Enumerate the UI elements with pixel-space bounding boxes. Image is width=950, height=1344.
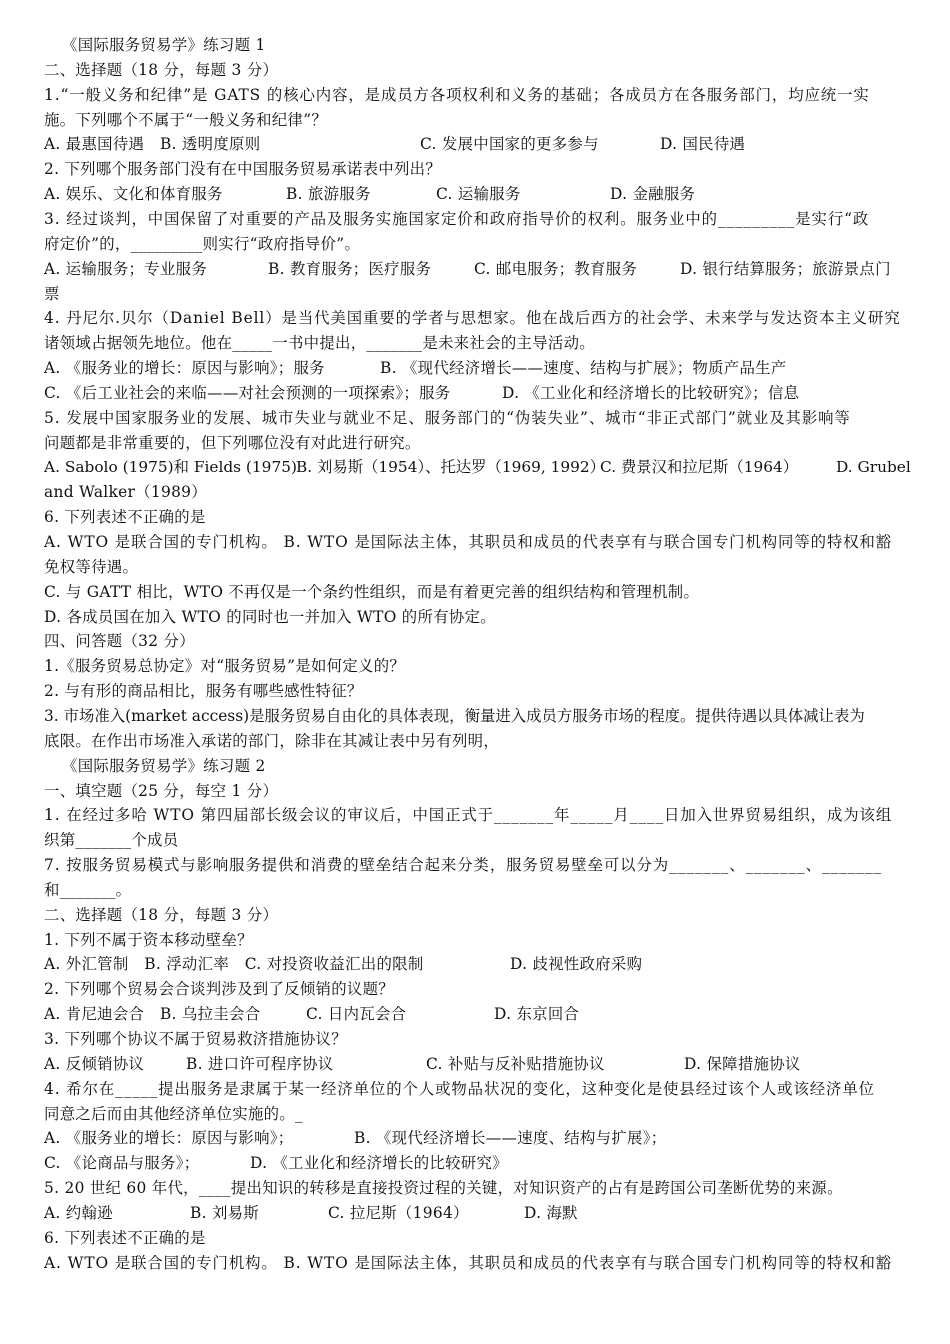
option-text: B. 刘易斯 bbox=[190, 1204, 260, 1222]
option-text: D. 歧视性政府采购 bbox=[510, 955, 643, 973]
option-text: D. 银行结算服务；旅游景点门 bbox=[680, 260, 891, 278]
doc-line bbox=[44, 456, 911, 478]
option-text: D. 东京回合 bbox=[494, 1005, 580, 1023]
option-text: C. 补贴与反补贴措施协议 bbox=[426, 1055, 605, 1073]
option-text: B. 教育服务；医疗服务 bbox=[268, 260, 432, 278]
doc-line: 2. 下列哪个贸易会合谈判涉及到了反倾销的议题？ bbox=[44, 980, 394, 998]
option-text: B. 《现代经济增长——速度、结构与扩展》； bbox=[354, 1129, 667, 1147]
doc-line bbox=[44, 1202, 908, 1224]
doc-line: 4. 希尔在_____提出服务是隶属于某一经济单位的个人或物品状况的变化，这种变化是使县经过该个人或该经济单位 bbox=[44, 1080, 875, 1098]
doc-line: D. 各成员国在加入 WTO 的同时也一并加入 WTO 的所有协定。 bbox=[44, 608, 496, 626]
option-text: C. 费景汉和拉尼斯（1964） bbox=[600, 458, 799, 476]
option-text: C. 《后工业社会的来临——对社会预测的一项探索》；服务 bbox=[44, 384, 451, 402]
doc-line: 免权等待遇。 bbox=[44, 558, 139, 576]
doc-line: 四、问答题（32 分） bbox=[44, 632, 195, 650]
option-text: A. 运输服务；专业服务 bbox=[44, 260, 208, 278]
doc-line bbox=[44, 1003, 908, 1025]
option-text: D. 《工业化和经济增长的比较研究》；信息 bbox=[502, 384, 800, 402]
doc-line: 和_______。 bbox=[44, 881, 132, 899]
option-text: B. 进口许可程序协议 bbox=[186, 1055, 334, 1073]
option-text: A. 《服务业的增长：原因与影响》；服务 bbox=[44, 359, 325, 377]
option-text: D. 保障措施协议 bbox=[684, 1055, 801, 1073]
option-text: A. 外汇管制 B. 浮动汇率 C. 对投资收益汇出的限制 bbox=[44, 955, 424, 973]
doc-line: A. WTO 是联合国的专门机构。 B. WTO 是国际法主体，其职员和成员的代表享有与联合国专门机构同等的特权和豁 bbox=[44, 1254, 893, 1272]
option-text: C. 邮电服务；教育服务 bbox=[474, 260, 638, 278]
option-text: B. 刘易斯（1954）、托达罗（1969, 1992） bbox=[296, 458, 606, 476]
doc-line bbox=[44, 357, 908, 379]
option-text: A. Sabolo (1975)和 Fields (1975) bbox=[44, 458, 297, 476]
doc-line: 同意之后而由其他经济单位实施的。_ bbox=[44, 1105, 304, 1123]
doc-line: 5. 20 世纪 60 年代，____提出知识的转移是直接投资过程的关键，对知识资产的占有是跨国公司垄断优势的来源。 bbox=[44, 1179, 843, 1197]
doc-line: 5. 发展中国家服务业的发展、城市失业与就业不足、服务部门的“伪装失业”、城市“非正式部门”就业及其影响等 bbox=[44, 409, 851, 427]
option-text: A. 《服务业的增长：原因与影响》； bbox=[44, 1129, 294, 1147]
doc-line bbox=[44, 953, 908, 975]
option-text: C. 发展中国家的更多参与 bbox=[420, 135, 599, 153]
doc-line bbox=[44, 382, 908, 404]
doc-line: 1. 下列不属于资本移动壁垒？ bbox=[44, 931, 253, 949]
doc-line: 问题都是非常重要的，但下列哪位没有对此进行研究。 bbox=[44, 434, 421, 452]
option-text: D. 《工业化和经济增长的比较研究》 bbox=[250, 1154, 508, 1172]
option-text: C. 《论商品与服务》； bbox=[44, 1154, 200, 1172]
option-text: A. 最惠国待遇 B. 透明度原则 bbox=[44, 135, 261, 153]
option-text: D. Grubel bbox=[836, 458, 911, 476]
doc-line: 2. 与有形的商品相比，服务有哪些感性特征？ bbox=[44, 682, 363, 700]
option-text: A. 肯尼迪会合 B. 乌拉圭会合 bbox=[44, 1005, 261, 1023]
doc-line: 1.“一般义务和纪律”是 GATS 的核心内容，是成员方各项权利和义务的基础；各成员方在各服务部门，均应统一实 bbox=[44, 86, 870, 104]
doc-line bbox=[44, 1053, 908, 1075]
doc-line: 6. 下列表述不正确的是 bbox=[44, 508, 206, 526]
doc-line: C. 与 GATT 相比，WTO 不再仅是一个条约性组织，而是有着更完善的组织结构和管理机制。 bbox=[44, 583, 700, 601]
option-text: B. 旅游服务 bbox=[286, 185, 371, 203]
doc-line bbox=[44, 183, 908, 205]
doc-line: and Walker（1989） bbox=[44, 483, 207, 501]
doc-line bbox=[44, 133, 908, 155]
option-text: D. 海默 bbox=[524, 1204, 578, 1222]
doc-line: 织第_______个成员 bbox=[44, 831, 179, 849]
option-text: C. 日内瓦会合 bbox=[306, 1005, 407, 1023]
doc-line bbox=[44, 1127, 908, 1149]
doc-line: 底限。在作出市场准入承诺的部门，除非在其减让表中另有列明， bbox=[44, 732, 500, 750]
doc-line: 7. 按服务贸易模式与影响服务提供和消费的壁垒结合起来分类，服务贸易壁垒可以分为_______、_______、_______ bbox=[44, 856, 883, 874]
option-text: C. 拉尼斯（1964） bbox=[328, 1204, 469, 1222]
option-text: D. 国民待遇 bbox=[660, 135, 746, 153]
doc-line: 1. 在经过多哈 WTO 第四届部长级会议的审议后，中国正式于_______年_____月____日加入世界贸易组织，成为该组 bbox=[44, 806, 893, 824]
doc-line: 6. 下列表述不正确的是 bbox=[44, 1229, 206, 1247]
option-text: A. 反倾销协议 bbox=[44, 1055, 145, 1073]
option-text: B. 《现代经济增长——速度、结构与扩展》；物质产品生产 bbox=[380, 359, 787, 377]
doc-line: 3. 下列哪个协议不属于贸易救济措施协议？ bbox=[44, 1030, 347, 1048]
doc-line: 4. 丹尼尔.贝尔（Daniel Bell）是当代美国重要的学者与思想家。他在战后西方的社会学、未来学与发达资本主义研究 bbox=[44, 309, 901, 327]
doc-line: 3. 市场准入(market access)是服务贸易自由化的具体表现，衡量进入成员方服务市场的程度。提供待遇以具体减让表为 bbox=[44, 707, 865, 725]
option-text: C. 运输服务 bbox=[436, 185, 521, 203]
doc-line bbox=[44, 258, 908, 280]
doc-line: 2. 下列哪个服务部门没有在中国服务贸易承诺表中列出？ bbox=[44, 160, 442, 178]
doc-line: 《国际服务贸易学》练习题 2 bbox=[62, 757, 266, 775]
doc-line: 诸领域占据领先地位。他在_____一书中提出，_______是未来社会的主导活动。 bbox=[44, 334, 595, 352]
doc-line: A. WTO 是联合国的专门机构。 B. WTO 是国际法主体，其职员和成员的代表享有与联合国专门机构同等的特权和豁 bbox=[44, 533, 893, 551]
doc-line: 《国际服务贸易学》练习题 1 bbox=[62, 36, 266, 54]
option-text: A. 约翰逊 bbox=[44, 1204, 113, 1222]
doc-line: 3. 经过谈判，中国保留了对重要的产品及服务实施国家定价和政府指导价的权利。服务业中的_________是实行“政 bbox=[44, 210, 870, 228]
doc-line: 1.《服务贸易总协定》对“服务贸易”是如何定义的？ bbox=[44, 657, 406, 675]
doc-line: 二、选择题（18 分，每题 3 分） bbox=[44, 906, 279, 924]
doc-line: 票 bbox=[44, 285, 60, 303]
option-text: D. 金融服务 bbox=[610, 185, 696, 203]
option-text: A. 娱乐、文化和体育服务 bbox=[44, 185, 223, 203]
doc-line: 施。下列哪个不属于“一般义务和纪律”？ bbox=[44, 111, 328, 129]
doc-line: 一、填空题（25 分，每空 1 分） bbox=[44, 782, 279, 800]
doc-line: 二、选择题（18 分，每题 3 分） bbox=[44, 61, 279, 79]
doc-line: 府定价”的，_________则实行“政府指导价”。 bbox=[44, 235, 361, 253]
doc-line bbox=[44, 1152, 908, 1174]
